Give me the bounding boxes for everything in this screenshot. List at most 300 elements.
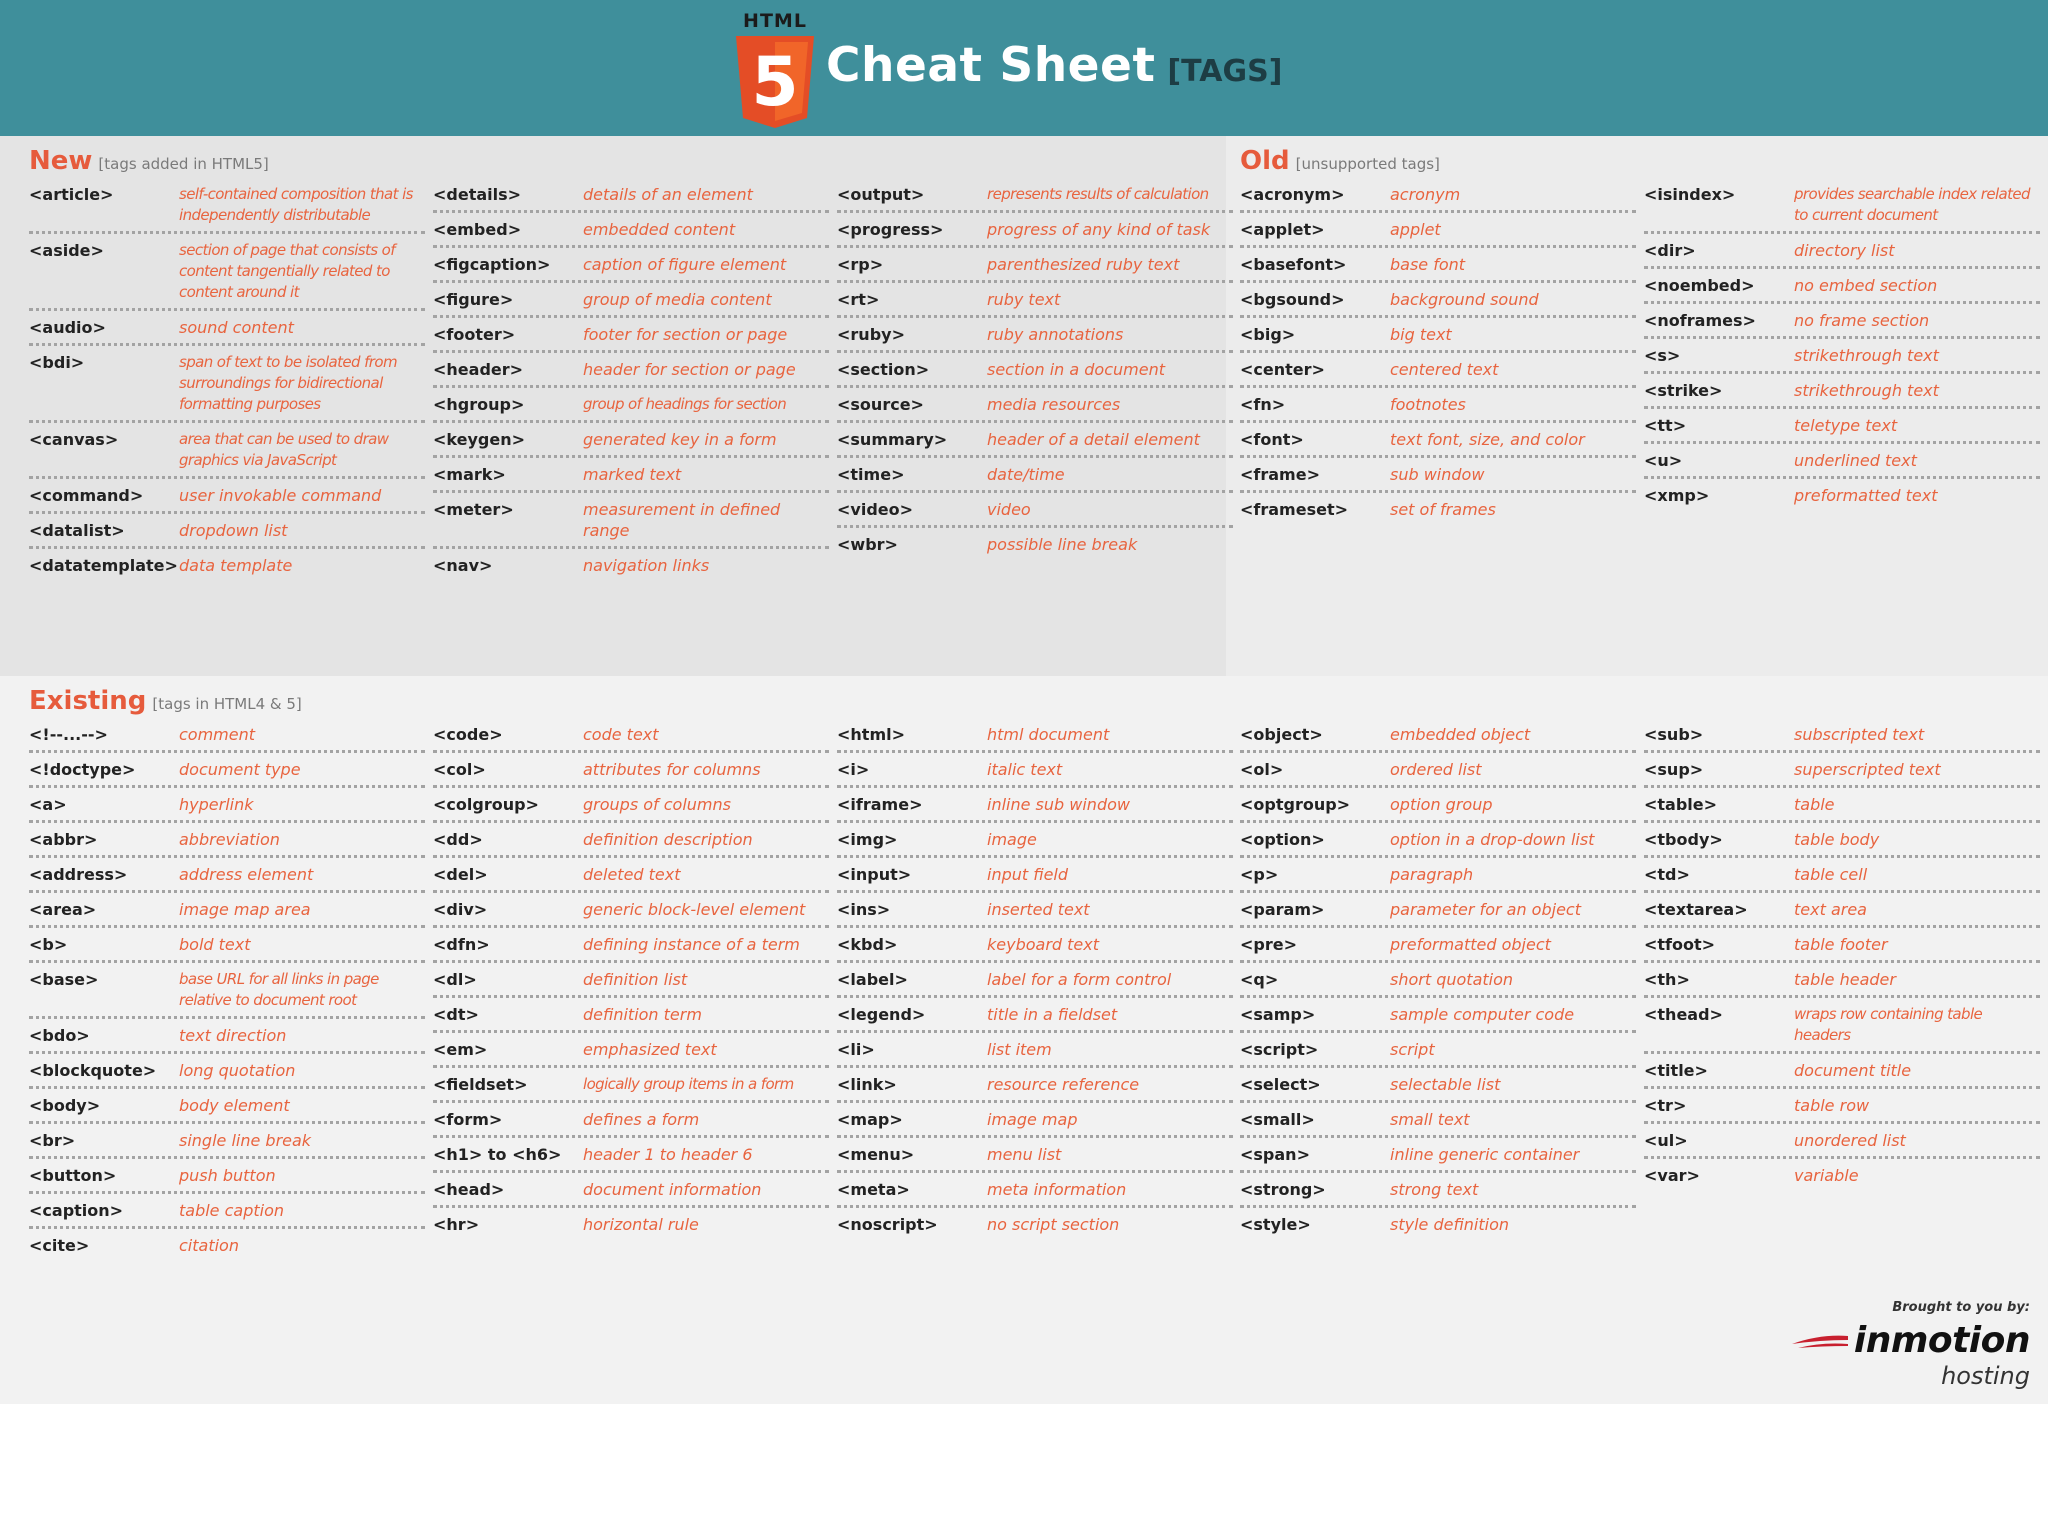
tag-name: <object> xyxy=(1240,725,1323,744)
tag-name: <dfn> xyxy=(433,935,490,954)
tag-description: list item xyxy=(987,1040,1052,1059)
tag-name: <em> xyxy=(433,1040,488,1059)
tag-entry xyxy=(837,1103,1233,1138)
tag-name: <param> xyxy=(1240,900,1325,919)
tag-entry xyxy=(433,753,829,788)
tag-name: <var> xyxy=(1644,1166,1700,1185)
tag-name: <div> xyxy=(433,900,488,919)
tag-name: <sub> xyxy=(1644,725,1704,744)
tag-description: horizontal rule xyxy=(583,1215,699,1234)
tag-entry xyxy=(433,1173,829,1208)
tag-description: code text xyxy=(583,725,659,744)
tag-name: <iframe> xyxy=(837,795,923,814)
tag-entry xyxy=(1644,409,2040,444)
tag-description: generated key in a form xyxy=(583,430,777,449)
tag-name: <i> xyxy=(837,760,870,779)
tag-name: <basefont> xyxy=(1240,255,1347,274)
tag-name: <font> xyxy=(1240,430,1304,449)
tag-name: <article> xyxy=(29,185,114,204)
tag-name: <h1> to <h6> xyxy=(433,1145,562,1164)
tag-entry xyxy=(433,1103,829,1138)
tag-name: <q> xyxy=(1240,970,1279,989)
tag-name: <label> xyxy=(837,970,908,989)
tag-description: base font xyxy=(1390,255,1466,274)
tag-name: <tr> xyxy=(1644,1096,1687,1115)
tag-entry xyxy=(29,928,425,963)
tag-description: ordered list xyxy=(1390,760,1482,779)
tag-description: variable xyxy=(1794,1166,1859,1185)
tag-entry xyxy=(1240,963,1636,998)
tag-entry xyxy=(1240,423,1636,458)
tag-description: group of media content xyxy=(583,290,772,309)
tag-name: <address> xyxy=(29,865,128,884)
tag-entry xyxy=(29,963,425,1019)
tag-entry xyxy=(433,283,829,318)
tag-description: table row xyxy=(1794,1096,1870,1115)
existing-column-1 xyxy=(29,718,425,1264)
tag-entry xyxy=(837,388,1233,423)
tag-entry xyxy=(433,549,829,584)
tag-description: table xyxy=(1794,795,1835,814)
tag-name: <dir> xyxy=(1644,241,1696,260)
tag-description: body element xyxy=(179,1096,290,1115)
existing-section-note: [tags in HTML4 & 5] xyxy=(152,695,302,713)
tag-name: <video> xyxy=(837,500,914,519)
tag-entry xyxy=(433,788,829,823)
tag-entry xyxy=(1240,823,1636,858)
tag-entry xyxy=(837,1033,1233,1068)
tag-entry xyxy=(29,1054,425,1089)
tag-description: base URL for all links in page relative to document root xyxy=(179,970,379,1009)
tag-entry xyxy=(1644,1124,2040,1159)
tag-entry xyxy=(1240,493,1636,528)
tag-name: <audio> xyxy=(29,318,106,337)
tag-description: navigation links xyxy=(583,556,710,575)
tag-description: unordered list xyxy=(1794,1131,1906,1150)
tag-entry xyxy=(433,1068,829,1103)
tag-name: <bgsound> xyxy=(1240,290,1345,309)
tag-description: attributes for columns xyxy=(583,760,761,779)
tag-description: dropdown list xyxy=(179,521,288,540)
tag-entry xyxy=(1240,1068,1636,1103)
tag-description: comment xyxy=(179,725,256,744)
tag-name: <keygen> xyxy=(433,430,525,449)
tag-entry xyxy=(29,1089,425,1124)
tag-description: teletype text xyxy=(1794,416,1898,435)
tag-entry xyxy=(837,1138,1233,1173)
existing-column-2 xyxy=(433,718,829,1243)
tag-description: footer for section or page xyxy=(583,325,788,344)
tag-name: <applet> xyxy=(1240,220,1325,239)
tag-description: embedded content xyxy=(583,220,736,239)
tag-entry xyxy=(433,718,829,753)
tag-entry xyxy=(1240,1173,1636,1208)
tag-name: <br> xyxy=(29,1131,76,1150)
tag-name: <header> xyxy=(433,360,524,379)
tag-entry xyxy=(1240,753,1636,788)
tag-entry xyxy=(1644,788,2040,823)
credit-brand-sub: hosting xyxy=(1941,1362,2030,1390)
tag-entry xyxy=(837,318,1233,353)
tag-entry xyxy=(837,858,1233,893)
tag-description: option in a drop-down list xyxy=(1390,830,1595,849)
tag-description: date/time xyxy=(987,465,1065,484)
tag-description: document information xyxy=(583,1180,762,1199)
old-section-heading xyxy=(1240,146,1440,176)
tag-entry xyxy=(1240,353,1636,388)
tag-entry xyxy=(1644,823,2040,858)
tag-entry xyxy=(837,998,1233,1033)
tag-name: <th> xyxy=(1644,970,1690,989)
tag-name: <aside> xyxy=(29,241,104,260)
tag-description: video xyxy=(987,500,1031,519)
tag-description: inserted text xyxy=(987,900,1090,919)
tag-name: <del> xyxy=(433,865,488,884)
tag-description: background sound xyxy=(1390,290,1539,309)
new-section-title: New xyxy=(29,146,93,176)
tag-name: <table> xyxy=(1644,795,1718,814)
tag-entry xyxy=(1240,718,1636,753)
tag-entry xyxy=(1644,234,2040,269)
tag-name: <ol> xyxy=(1240,760,1284,779)
tag-name: <td> xyxy=(1644,865,1690,884)
tag-description: deleted text xyxy=(583,865,681,884)
tag-entry xyxy=(29,549,425,584)
tag-entry xyxy=(29,479,425,514)
tag-name: <b> xyxy=(29,935,68,954)
tag-entry xyxy=(29,858,425,893)
tag-name: <!doctype> xyxy=(29,760,136,779)
tag-description: centered text xyxy=(1390,360,1499,379)
tag-description: definition description xyxy=(583,830,753,849)
tag-entry xyxy=(29,234,425,311)
tag-description: header for section or page xyxy=(583,360,796,379)
tag-description: media resources xyxy=(987,395,1121,414)
tag-entry xyxy=(1240,893,1636,928)
tag-name: <footer> xyxy=(433,325,516,344)
tag-description: bold text xyxy=(179,935,251,954)
tag-name: <sup> xyxy=(1644,760,1704,779)
tag-description: long quotation xyxy=(179,1061,296,1080)
tag-description: selectable list xyxy=(1390,1075,1501,1094)
tag-name: <output> xyxy=(837,185,925,204)
tag-entry xyxy=(29,893,425,928)
tag-name: <img> xyxy=(837,830,898,849)
tag-description: hyperlink xyxy=(179,795,254,814)
tag-description: text font, size, and color xyxy=(1390,430,1585,449)
tag-description: generic block-level element xyxy=(583,900,806,919)
tag-description: self-contained composition that is independently distributable xyxy=(179,185,413,224)
tag-description: strong text xyxy=(1390,1180,1479,1199)
tag-description: provides searchable index related to current document xyxy=(1794,185,2030,224)
tag-name: <style> xyxy=(1240,1215,1311,1234)
tag-description: wraps row containing table headers xyxy=(1794,1005,1983,1044)
tag-name: <fieldset> xyxy=(433,1075,528,1094)
tag-description: small text xyxy=(1390,1110,1470,1129)
tag-name: <fn> xyxy=(1240,395,1286,414)
sponsor-credit xyxy=(1790,1300,2030,1400)
tag-description: inline sub window xyxy=(987,795,1130,814)
tag-entry xyxy=(837,1173,1233,1208)
tag-name: <source> xyxy=(837,395,924,414)
tag-entry xyxy=(29,788,425,823)
tag-entry xyxy=(29,753,425,788)
tag-name: <optgroup> xyxy=(1240,795,1351,814)
tag-description: script xyxy=(1390,1040,1435,1059)
tag-description: table body xyxy=(1794,830,1880,849)
tag-name: <canvas> xyxy=(29,430,119,449)
tag-entry xyxy=(1644,374,2040,409)
tag-name: <figure> xyxy=(433,290,514,309)
tag-description: document title xyxy=(1794,1061,1912,1080)
tag-entry xyxy=(1644,479,2040,514)
tag-name: <strike> xyxy=(1644,381,1723,400)
tag-name: <time> xyxy=(837,465,905,484)
tag-entry xyxy=(433,998,829,1033)
new-section-heading xyxy=(29,146,269,176)
tag-description: table caption xyxy=(179,1201,285,1220)
tag-description: title in a fieldset xyxy=(987,1005,1118,1024)
tag-name: <embed> xyxy=(433,220,522,239)
tag-entry xyxy=(433,178,829,213)
tag-entry xyxy=(1644,718,2040,753)
tag-entry xyxy=(1240,248,1636,283)
tag-description: details of an element xyxy=(583,185,753,204)
tag-name: <cite> xyxy=(29,1236,90,1255)
tag-description: input field xyxy=(987,865,1069,884)
tag-description: set of frames xyxy=(1390,500,1496,519)
tag-entry xyxy=(1240,388,1636,423)
tag-name: <hr> xyxy=(433,1215,480,1234)
tag-description: no embed section xyxy=(1794,276,1938,295)
html5-logo xyxy=(730,10,820,128)
tag-name: <tbody> xyxy=(1644,830,1723,849)
tag-name: <isindex> xyxy=(1644,185,1736,204)
tag-name: <input> xyxy=(837,865,912,884)
tag-description: image xyxy=(987,830,1037,849)
tag-description: keyboard text xyxy=(987,935,1100,954)
tag-entry xyxy=(29,718,425,753)
tag-description: image map xyxy=(987,1110,1078,1129)
logo-numeral: 5 xyxy=(751,43,799,122)
tag-entry xyxy=(1644,753,2040,788)
tag-name: <textarea> xyxy=(1644,900,1748,919)
tag-name: <html> xyxy=(837,725,906,744)
tag-entry xyxy=(1644,893,2040,928)
tag-entry xyxy=(1240,998,1636,1033)
tag-description: italic text xyxy=(987,760,1063,779)
tag-name: <strong> xyxy=(1240,1180,1326,1199)
tag-description: parameter for an object xyxy=(1390,900,1581,919)
tag-name: <colgroup> xyxy=(433,795,539,814)
tag-name: <area> xyxy=(29,900,97,919)
tag-name: <wbr> xyxy=(837,535,898,554)
tag-name: <col> xyxy=(433,760,486,779)
tag-name: <details> xyxy=(433,185,522,204)
tag-name: <dl> xyxy=(433,970,477,989)
tag-entry xyxy=(1644,339,2040,374)
tag-name: <frame> xyxy=(1240,465,1320,484)
tag-description: represents results of calculation xyxy=(987,185,1209,203)
tag-name: <menu> xyxy=(837,1145,915,1164)
tag-name: <map> xyxy=(837,1110,903,1129)
tag-name: <mark> xyxy=(433,465,506,484)
tag-entry xyxy=(1644,963,2040,998)
tag-description: applet xyxy=(1390,220,1441,239)
tag-entry xyxy=(433,353,829,388)
tag-description: section in a document xyxy=(987,360,1165,379)
tag-name: <pre> xyxy=(1240,935,1298,954)
tag-entry xyxy=(1240,283,1636,318)
tag-description: sound content xyxy=(179,318,294,337)
tag-name: <bdi> xyxy=(29,353,85,372)
tag-description: definition list xyxy=(583,970,688,989)
tag-description: defines a form xyxy=(583,1110,700,1129)
tag-name: <rt> xyxy=(837,290,880,309)
tag-description: sample computer code xyxy=(1390,1005,1575,1024)
tag-entry xyxy=(29,423,425,479)
tag-name: <section> xyxy=(837,360,930,379)
tag-description: text direction xyxy=(179,1026,287,1045)
tag-description: sub window xyxy=(1390,465,1485,484)
tag-description: header of a detail element xyxy=(987,430,1200,449)
tag-name: <legend> xyxy=(837,1005,926,1024)
tag-entry xyxy=(1644,1159,2040,1194)
tag-name: <kbd> xyxy=(837,935,898,954)
tag-entry xyxy=(29,1124,425,1159)
tag-description: marked text xyxy=(583,465,682,484)
existing-column-5 xyxy=(1644,718,2040,1194)
tag-name: <title> xyxy=(1644,1061,1708,1080)
tag-name: <big> xyxy=(1240,325,1296,344)
tag-description: data template xyxy=(179,556,293,575)
tag-name: <abbr> xyxy=(29,830,98,849)
tag-name: <samp> xyxy=(1240,1005,1316,1024)
tag-entry xyxy=(1240,318,1636,353)
tag-name: <base> xyxy=(29,970,99,989)
tag-entry xyxy=(837,753,1233,788)
tag-entry xyxy=(29,1019,425,1054)
tag-entry xyxy=(433,893,829,928)
tag-entry xyxy=(837,823,1233,858)
tag-entry xyxy=(837,178,1233,213)
tag-name: <datatemplate> xyxy=(29,556,178,575)
tag-description: ruby annotations xyxy=(987,325,1124,344)
tag-description: subscripted text xyxy=(1794,725,1925,744)
new-column-1 xyxy=(29,178,425,584)
tag-description: acronym xyxy=(1390,185,1461,204)
tag-entry xyxy=(29,823,425,858)
tag-description: inline generic container xyxy=(1390,1145,1580,1164)
tag-description: underlined text xyxy=(1794,451,1917,470)
tag-description: option group xyxy=(1390,795,1493,814)
tag-description: strikethrough text xyxy=(1794,381,1939,400)
new-column-2 xyxy=(433,178,829,584)
tag-name: <blockquote> xyxy=(29,1061,157,1080)
tag-name: <meter> xyxy=(433,500,514,519)
tag-entry xyxy=(433,1138,829,1173)
tag-name: <p> xyxy=(1240,865,1279,884)
tag-name: <caption> xyxy=(29,1201,124,1220)
tag-entry xyxy=(29,1194,425,1229)
tag-name: <ul> xyxy=(1644,1131,1688,1150)
tag-entry xyxy=(1644,998,2040,1054)
tag-entry xyxy=(837,353,1233,388)
tag-entry xyxy=(1644,444,2040,479)
tag-description: paragraph xyxy=(1390,865,1474,884)
tag-entry xyxy=(837,283,1233,318)
tag-description: big text xyxy=(1390,325,1452,344)
tag-entry xyxy=(837,248,1233,283)
logo-word: HTML xyxy=(743,10,807,32)
tag-description: style definition xyxy=(1390,1215,1510,1234)
tag-name: <nav> xyxy=(433,556,493,575)
tag-description: measurement in defined range xyxy=(583,500,781,540)
tag-entry xyxy=(29,1159,425,1194)
tag-description: image map area xyxy=(179,900,311,919)
tag-description: short quotation xyxy=(1390,970,1514,989)
tag-entry xyxy=(29,514,425,549)
tag-name: <frameset> xyxy=(1240,500,1349,519)
tag-entry xyxy=(1644,1054,2040,1089)
tag-name: <command> xyxy=(29,486,144,505)
tag-entry xyxy=(837,788,1233,823)
title-main: Cheat Sheet xyxy=(826,38,1156,93)
tag-description: header 1 to header 6 xyxy=(583,1145,753,1164)
tag-description: possible line break xyxy=(987,535,1138,554)
tag-name: <thead> xyxy=(1644,1005,1723,1024)
tag-entry xyxy=(1644,304,2040,339)
tag-description: embedded object xyxy=(1390,725,1531,744)
tag-description: table cell xyxy=(1794,865,1868,884)
tag-description: directory list xyxy=(1794,241,1895,260)
tag-entry xyxy=(1644,269,2040,304)
existing-column-3 xyxy=(837,718,1233,1243)
tag-entry xyxy=(837,928,1233,963)
existing-column-4 xyxy=(1240,718,1636,1243)
old-column-2 xyxy=(1644,178,2040,514)
tag-entry xyxy=(433,858,829,893)
tag-description: span of text to be isolated from surroundings for bidirectional formatting purposes xyxy=(179,353,397,413)
tag-entry xyxy=(1240,788,1636,823)
tag-entry xyxy=(1644,178,2040,234)
tag-name: <ruby> xyxy=(837,325,905,344)
tag-entry xyxy=(1240,213,1636,248)
tag-description: caption of figure element xyxy=(583,255,787,274)
old-section-title: Old xyxy=(1240,146,1290,176)
tag-name: <acronym> xyxy=(1240,185,1345,204)
tag-name: <datalist> xyxy=(29,521,125,540)
tag-name: <dt> xyxy=(433,1005,479,1024)
tag-description: user invokable command xyxy=(179,486,382,505)
tag-entry xyxy=(433,423,829,458)
tag-name: <script> xyxy=(1240,1040,1319,1059)
tag-entry xyxy=(1240,1208,1636,1243)
tag-description: single line break xyxy=(179,1131,312,1150)
tag-name: <tfoot> xyxy=(1644,935,1716,954)
tag-description: no frame section xyxy=(1794,311,1930,330)
tag-name: <progress> xyxy=(837,220,944,239)
tag-description: emphasized text xyxy=(583,1040,717,1059)
tag-entry xyxy=(1240,858,1636,893)
tag-description: meta information xyxy=(987,1180,1127,1199)
tag-description: parenthesized ruby text xyxy=(987,255,1180,274)
tag-description: strikethrough text xyxy=(1794,346,1939,365)
tag-entry xyxy=(1240,1103,1636,1138)
tag-name: <body> xyxy=(29,1096,101,1115)
inmotion-swoosh-icon xyxy=(1790,1330,1850,1352)
tag-name: <noscript> xyxy=(837,1215,938,1234)
